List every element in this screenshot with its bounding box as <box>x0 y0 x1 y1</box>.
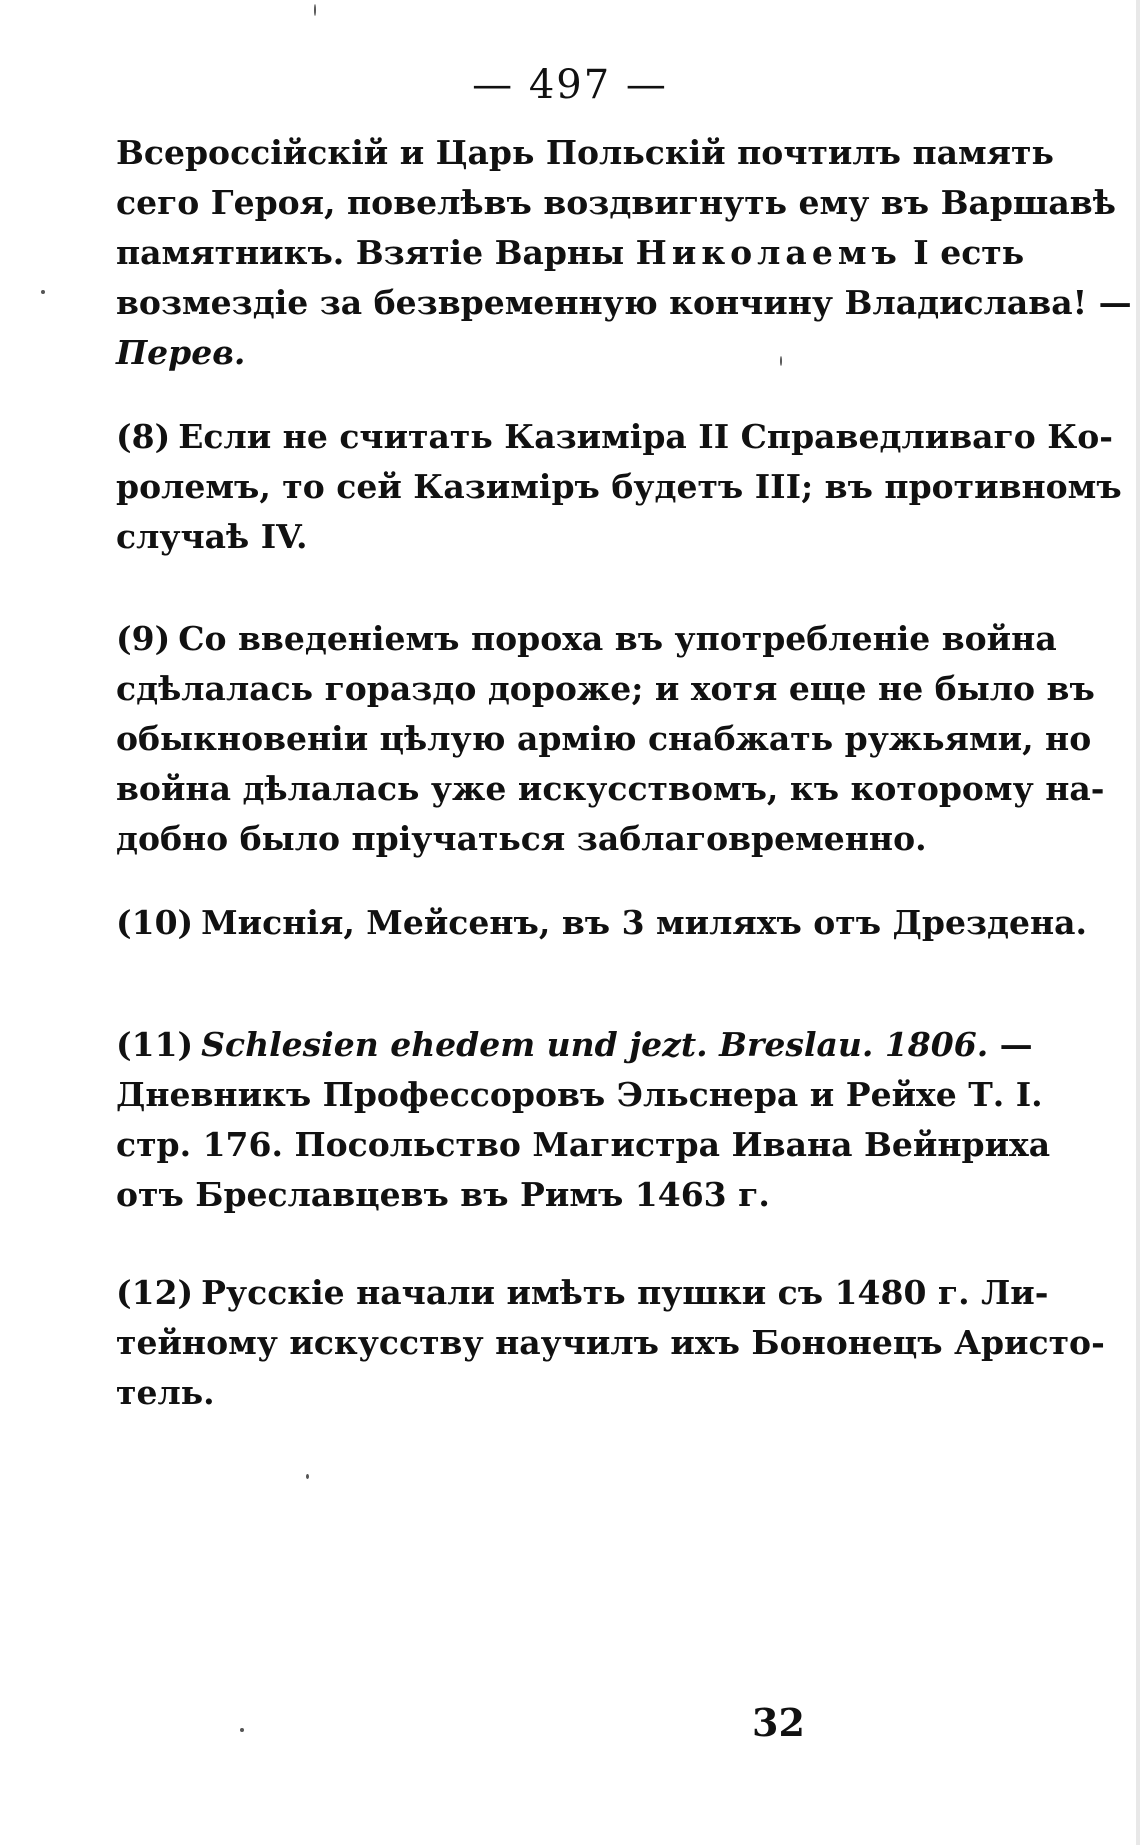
spaced-name: Николаемъ <box>635 233 902 272</box>
text-line <box>116 614 1057 664</box>
text-line: обыкновеніи цѣлую армію снабжать ружьями, но <box>116 719 1092 758</box>
text-line: добно было пріучаться заблаговременно. <box>116 819 927 858</box>
book-citation: Schlesien ehedem und jezt. Breslau. 1806. <box>201 1025 989 1064</box>
scan-speck <box>240 1728 244 1732</box>
text-line: возмездіе за безвременную кончину Владислава! — <box>116 283 1132 322</box>
footnote-10 <box>116 898 1088 948</box>
text-line: Всероссійскій и Царь Польскій почтилъ память <box>116 133 1054 172</box>
note-number: (10) <box>116 903 194 942</box>
text-line: сдѣлалась гораздо дороже; и хотя еще не было въ <box>116 669 1095 708</box>
text-line <box>116 1020 1033 1070</box>
text-line: стр. 176. Посольство Магистра Ивана Вейнриха <box>116 1125 1051 1164</box>
translator-mark: Перев. <box>116 333 246 372</box>
text-line: тейному искусству научилъ ихъ Бононецъ Аристо- <box>116 1323 1105 1362</box>
page-number-header: — 497 — <box>472 62 668 108</box>
footnote-11 <box>116 1020 1051 1220</box>
text-fragment: I есть <box>913 233 1025 272</box>
text-fragment: — <box>988 1025 1033 1064</box>
note-number: (12) <box>116 1273 194 1312</box>
signature-mark: 32 <box>752 1700 805 1745</box>
scan-speck <box>780 356 782 366</box>
text-line: тель. <box>116 1373 215 1412</box>
note-number: (8) <box>116 417 171 456</box>
footnote-12 <box>116 1268 1105 1418</box>
note-number: (11) <box>116 1025 194 1064</box>
text-line: война дѣлалась уже искусствомъ, къ которому на- <box>116 769 1105 808</box>
text-line: сего Героя, повелѣвъ воздвигнуть ему въ Варшавѣ <box>116 183 1116 222</box>
text-line <box>116 412 1113 462</box>
scan-speck <box>41 290 45 294</box>
continued-note <box>116 128 1132 378</box>
note-number: (9) <box>116 619 171 658</box>
text-fragment: Если не считать Казиміра II Справедливаго Ко- <box>178 417 1113 456</box>
text-line <box>116 228 1025 278</box>
footnote-8 <box>116 412 1122 562</box>
scan-speck <box>314 4 316 16</box>
text-fragment: Со введеніемъ пороха въ употребленіе война <box>178 619 1057 658</box>
text-line <box>116 898 1088 948</box>
text-line: Дневникъ Профессоровъ Эльснера и Рейхе Т. I. <box>116 1075 1043 1114</box>
scan-speck <box>306 1474 309 1479</box>
footnote-9 <box>116 614 1105 864</box>
text-line: случаѣ IV. <box>116 517 308 556</box>
text-line <box>116 1268 1049 1318</box>
text-fragment: памятникъ. Взятіе Варны <box>116 233 625 272</box>
page-edge <box>1136 0 1140 1845</box>
text-fragment: Миснія, Мейсенъ, въ 3 миляхъ отъ Дрездена. <box>201 903 1088 942</box>
text-line: отъ Бреславцевъ въ Римъ 1463 г. <box>116 1175 770 1214</box>
text-fragment: Русскіе начали имѣть пушки съ 1480 г. Ли- <box>201 1273 1049 1312</box>
text-line: ролемъ, то сей Казиміръ будетъ III; въ противномъ <box>116 467 1122 506</box>
